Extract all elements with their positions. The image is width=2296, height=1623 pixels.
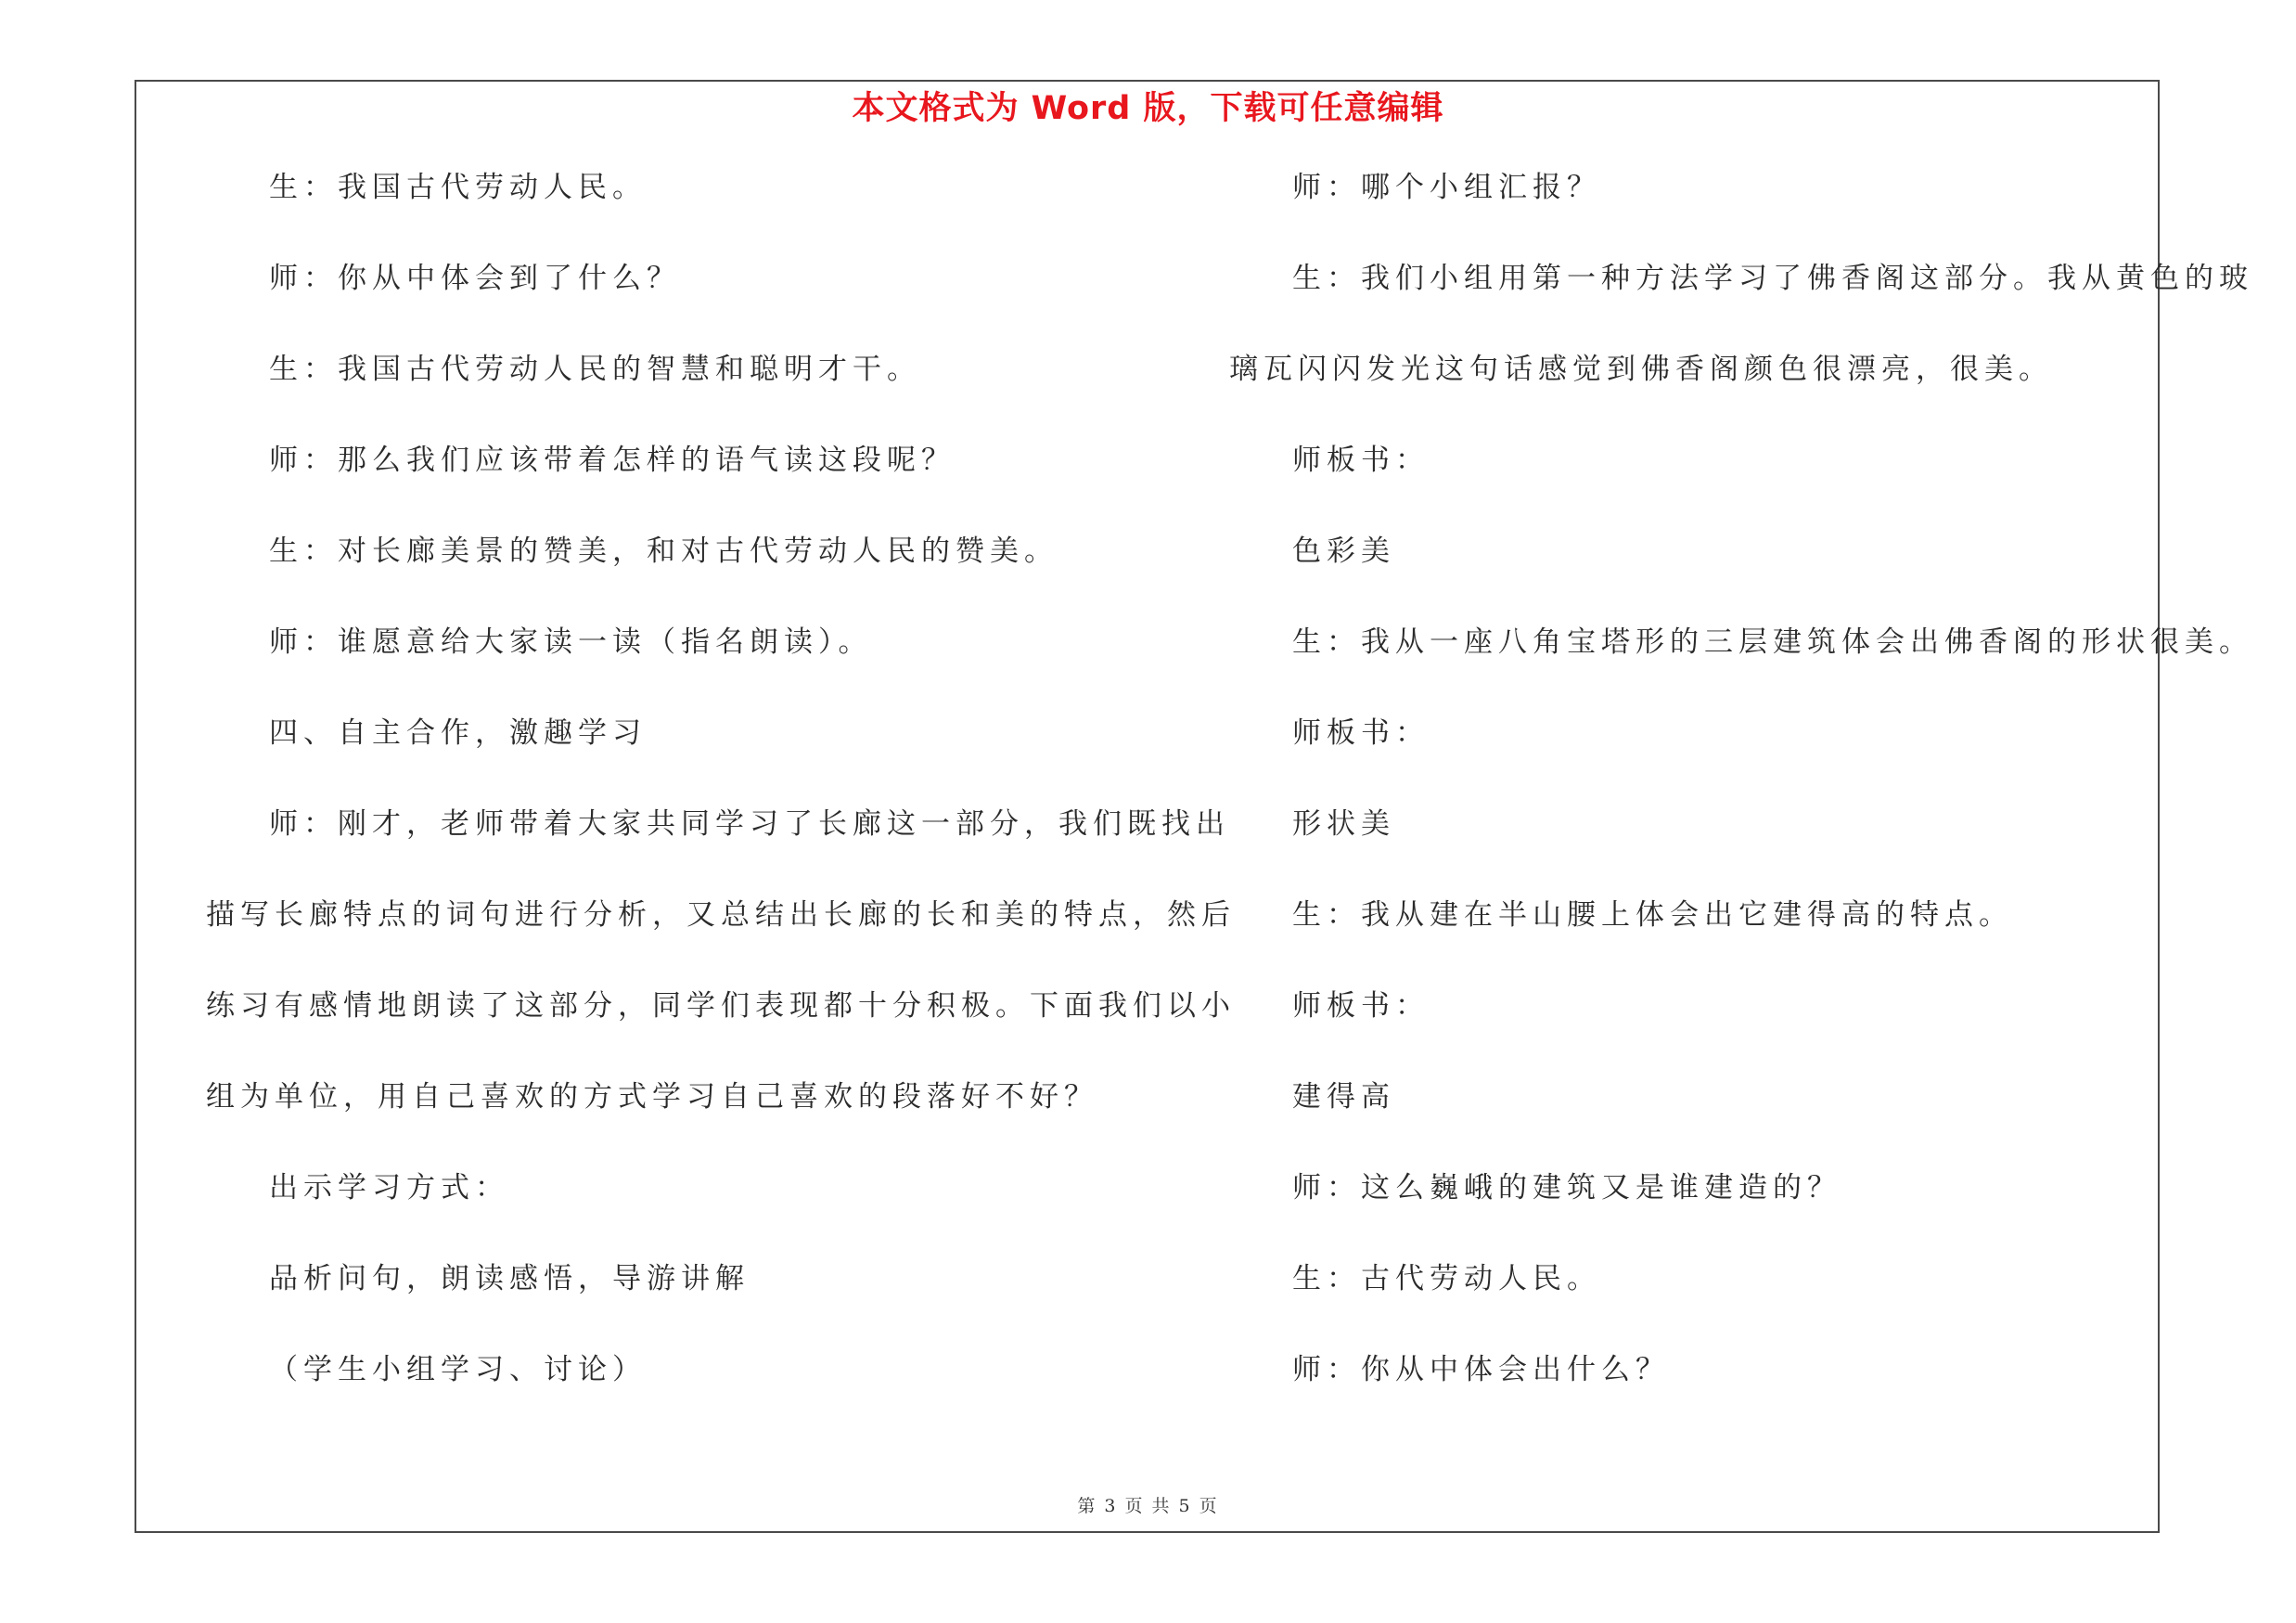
paragraph-line: 师板书： — [1292, 444, 1430, 477]
paragraph-line: 建得高 — [1292, 1080, 1395, 1114]
paragraph-line: 生：对长廊美景的赞美，和对古代劳动人民的赞美。 — [269, 535, 1058, 568]
paragraph-line: 色彩美 — [1292, 535, 1395, 568]
paragraph-line: 描写长廊特点的词句进行分析，又总结出长廊的长和美的特点，然后 — [206, 898, 1236, 932]
paragraph-line: 师：刚才，老师带着大家共同学习了长廊这一部分，我们既找出 — [269, 807, 1230, 841]
paragraph-line: 师板书： — [1292, 989, 1430, 1023]
section-heading: 四、自主合作，激趣学习 — [269, 716, 647, 750]
paragraph-line: 璃瓦闪闪发光这句话感觉到佛香阁颜色很漂亮，很美。 — [1229, 353, 2053, 386]
paragraph-line: 师：你从中体会到了什么？ — [269, 262, 681, 295]
paragraph-line: 生：古代劳动人民。 — [1292, 1262, 1601, 1295]
paragraph-line: 练习有感情地朗读了这部分，同学们表现都十分积极。下面我们以小 — [206, 989, 1236, 1023]
paragraph-line: 生：我国古代劳动人民的智慧和聪明才干。 — [269, 353, 921, 386]
page-number: 第 3 页 共 5 页 — [1077, 1496, 1219, 1516]
paragraph-line: 生：我们小组用第一种方法学习了佛香阁这部分。我从黄色的玻 — [1292, 262, 2253, 295]
paragraph-line: 师：那么我们应该带着怎样的语气读这段呢？ — [269, 444, 956, 477]
paragraph-line: 师：你从中体会出什么？ — [1292, 1353, 1670, 1386]
paragraph-line: 出示学习方式： — [269, 1171, 509, 1204]
paragraph-line: （学生小组学习、讨论） — [269, 1353, 647, 1386]
paragraph-line: 生：我国古代劳动人民。 — [269, 171, 647, 204]
paragraph-line: 生：我从一座八角宝塔形的三层建筑体会出佛香阁的形状很美。 — [1292, 625, 2253, 659]
paragraph-line: 生：我从建在半山腰上体会出它建得高的特点。 — [1292, 898, 2013, 932]
paragraph-line: 师：谁愿意给大家读一读（指名朗读）。 — [269, 625, 873, 659]
paragraph-line: 师板书： — [1292, 716, 1430, 750]
paragraph-line: 品析问句，朗读感悟，导游讲解 — [269, 1262, 750, 1295]
paragraph-line: 师：这么巍峨的建筑又是谁建造的？ — [1292, 1171, 1841, 1204]
document-banner: 本文格式为 Word 版，下载可任意编辑 — [852, 90, 1444, 127]
paragraph-line: 形状美 — [1292, 807, 1395, 841]
paragraph-line: 师：哪个小组汇报？ — [1292, 171, 1601, 204]
paragraph-line: 组为单位，用自己喜欢的方式学习自己喜欢的段落好不好？ — [206, 1080, 1098, 1114]
